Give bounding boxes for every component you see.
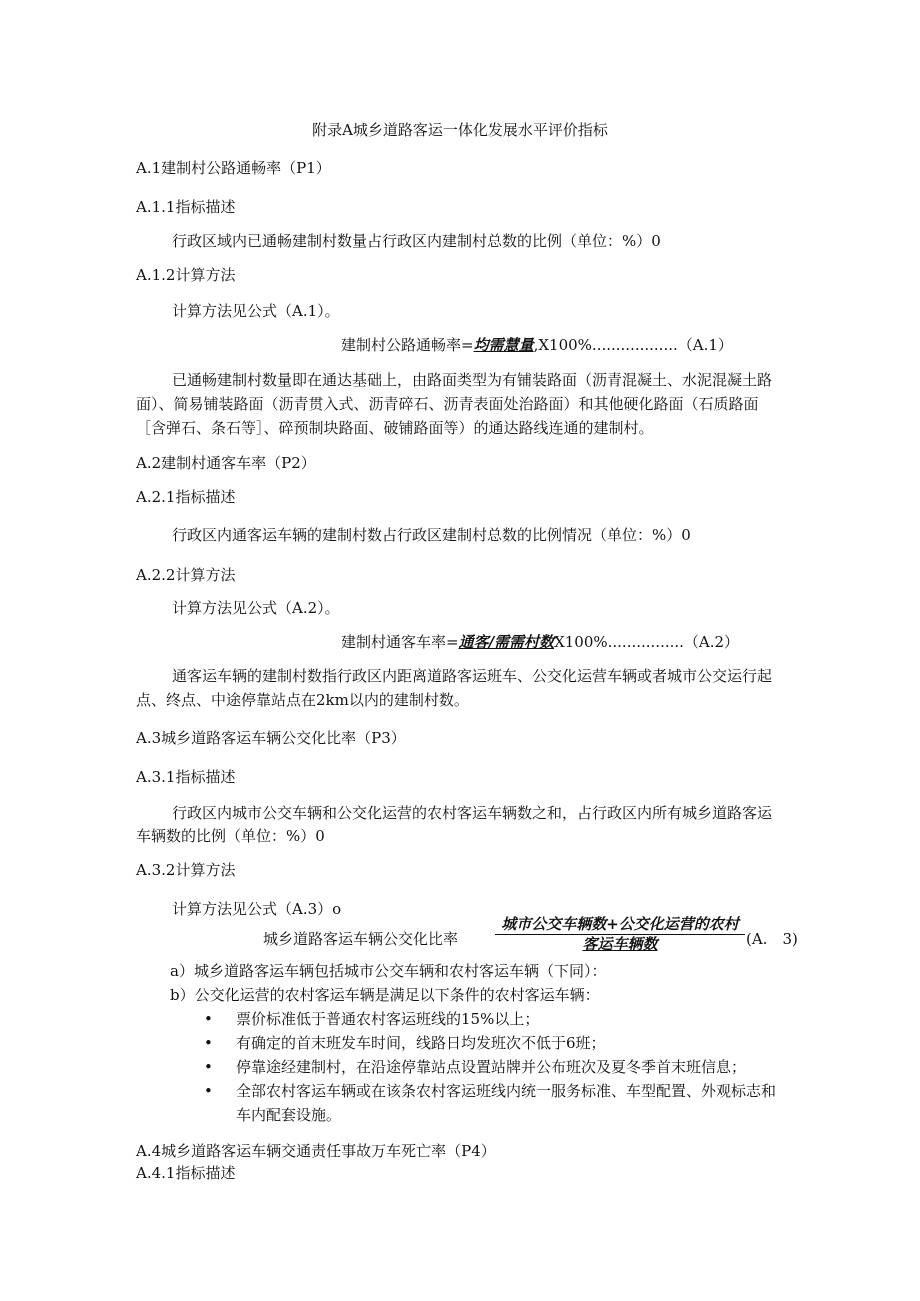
section-heading-a1: A.1建制村公路通畅率（P1）: [136, 159, 331, 177]
a3-item-b: b）公交化运营的农村客运车辆是满足以下条件的农村客运车辆：: [170, 986, 600, 1004]
subsection-heading-a3-1: A.3.1指标描述: [136, 768, 236, 786]
subsection-heading-a1-1: A.1.1指标描述: [136, 198, 236, 216]
bullet-marker: •: [204, 1034, 213, 1052]
page-title: 附录A城乡道路客运一体化发展水平评价指标: [312, 121, 608, 139]
formula-a3-lhs: 城乡道路客运车辆公交化比率: [263, 930, 459, 948]
a3-bullet-3: 停靠途经建制村，在沿途停靠站点设置站牌并公布班次及夏冬季首末班信息；: [236, 1058, 747, 1076]
bullet-marker: •: [204, 1082, 213, 1100]
a1-note-line-1: 已通畅建制村数量即在通达基础上，由路面类型为有铺装路面（沥青混凝土、水泥混凝土路: [172, 371, 773, 389]
a3-description-line-1: 行政区内城市公交车辆和公交化运营的农村客运车辆数之和，占行政区内所有城乡道路客运: [172, 804, 773, 822]
section-heading-a2: A.2建制村通客车率（P2）: [136, 454, 316, 472]
a3-item-a: a）城乡道路客运车辆包括城市公交车辆和农村客运车辆（下同）：: [170, 962, 607, 980]
a3-bullet-1: 票价标准低于普通农村客运班线的15%以上；: [236, 1010, 540, 1028]
a3-description-line-2: 车辆数的比例（单位：%）0: [136, 827, 325, 845]
formula-a1-rest: ,X100%..................（A.1）: [533, 336, 733, 354]
subsection-heading-a4-1: A.4.1指标描述: [136, 1164, 236, 1182]
subsection-heading-a2-2: A.2.2计算方法: [136, 566, 236, 584]
a2-calc-method: 计算方法见公式（A.2）。: [172, 599, 340, 617]
formula-a2-rest: X100%................（A.2）: [554, 633, 740, 651]
formula-a2-lhs: 建制村通客车率=: [341, 633, 459, 651]
subsection-heading-a1-2: A.1.2计算方法: [136, 266, 236, 284]
formula-a1: [341, 335, 733, 355]
a3-calc-method: 计算方法见公式（A.3）o: [172, 900, 342, 918]
formula-a2: [341, 632, 739, 652]
bullet-marker: •: [204, 1058, 213, 1076]
section-heading-a3: A.3城乡道路客运车辆公交化比率（P3）: [136, 729, 406, 747]
section-heading-a4: A.4城乡道路客运车辆交通责任事故万车死亡率（P4）: [136, 1142, 496, 1160]
a1-note-line-3: ［含弹石、条石等］、碎预制块路面、破铺路面等）的通达路线连通的建制村。: [136, 419, 654, 437]
bullet-marker: •: [204, 1010, 213, 1028]
a2-note-line-1: 通客运车辆的建制村数指行政区内距离道路客运班车、公交化运营车辆或者城市公交运行起: [172, 667, 773, 685]
a2-description: 行政区内通客运车辆的建制村数占行政区建制村总数的比例情况（单位：%）0: [172, 526, 691, 544]
a3-bullet-2: 有确定的首末班发车时间，线路日均发班次不低于6班；: [236, 1034, 606, 1052]
a1-calc-method: 计算方法见公式（A.1）。: [172, 302, 340, 320]
formula-a3-fraction: [495, 915, 745, 953]
formula-a1-lhs: 建制村公路通畅率=: [341, 336, 474, 354]
formula-a3-denominator: 客运车辆数: [582, 935, 658, 953]
subsection-heading-a3-2: A.3.2计算方法: [136, 861, 236, 879]
a2-note-line-2: 点、终点、中途停靠站点在2km以内的建制村数。: [136, 691, 469, 709]
formula-a1-fraction: 均需慧量: [473, 336, 534, 354]
formula-a3-tag: (A. 3): [746, 930, 798, 948]
a3-bullet-4: 全部农村客运车辆或在该条农村客运班线内统一服务标准、车型配置、外观标志和车内配套设施。: [236, 1082, 777, 1124]
a1-note-line-2: 面）、简易铺装路面（沥青贯入式、沥青碎石、沥青表面处治路面）和其他硬化路面（石质路面: [136, 395, 759, 413]
formula-a3-numerator: 城市公交车辆数+公交化运营的农村: [495, 915, 745, 935]
subsection-heading-a2-1: A.2.1指标描述: [136, 488, 236, 506]
a1-description: 行政区域内已通畅建制村数量占行政区内建制村总数的比例（单位：%）0: [172, 232, 661, 250]
formula-a2-fraction: 通客/需需村数: [458, 633, 555, 651]
